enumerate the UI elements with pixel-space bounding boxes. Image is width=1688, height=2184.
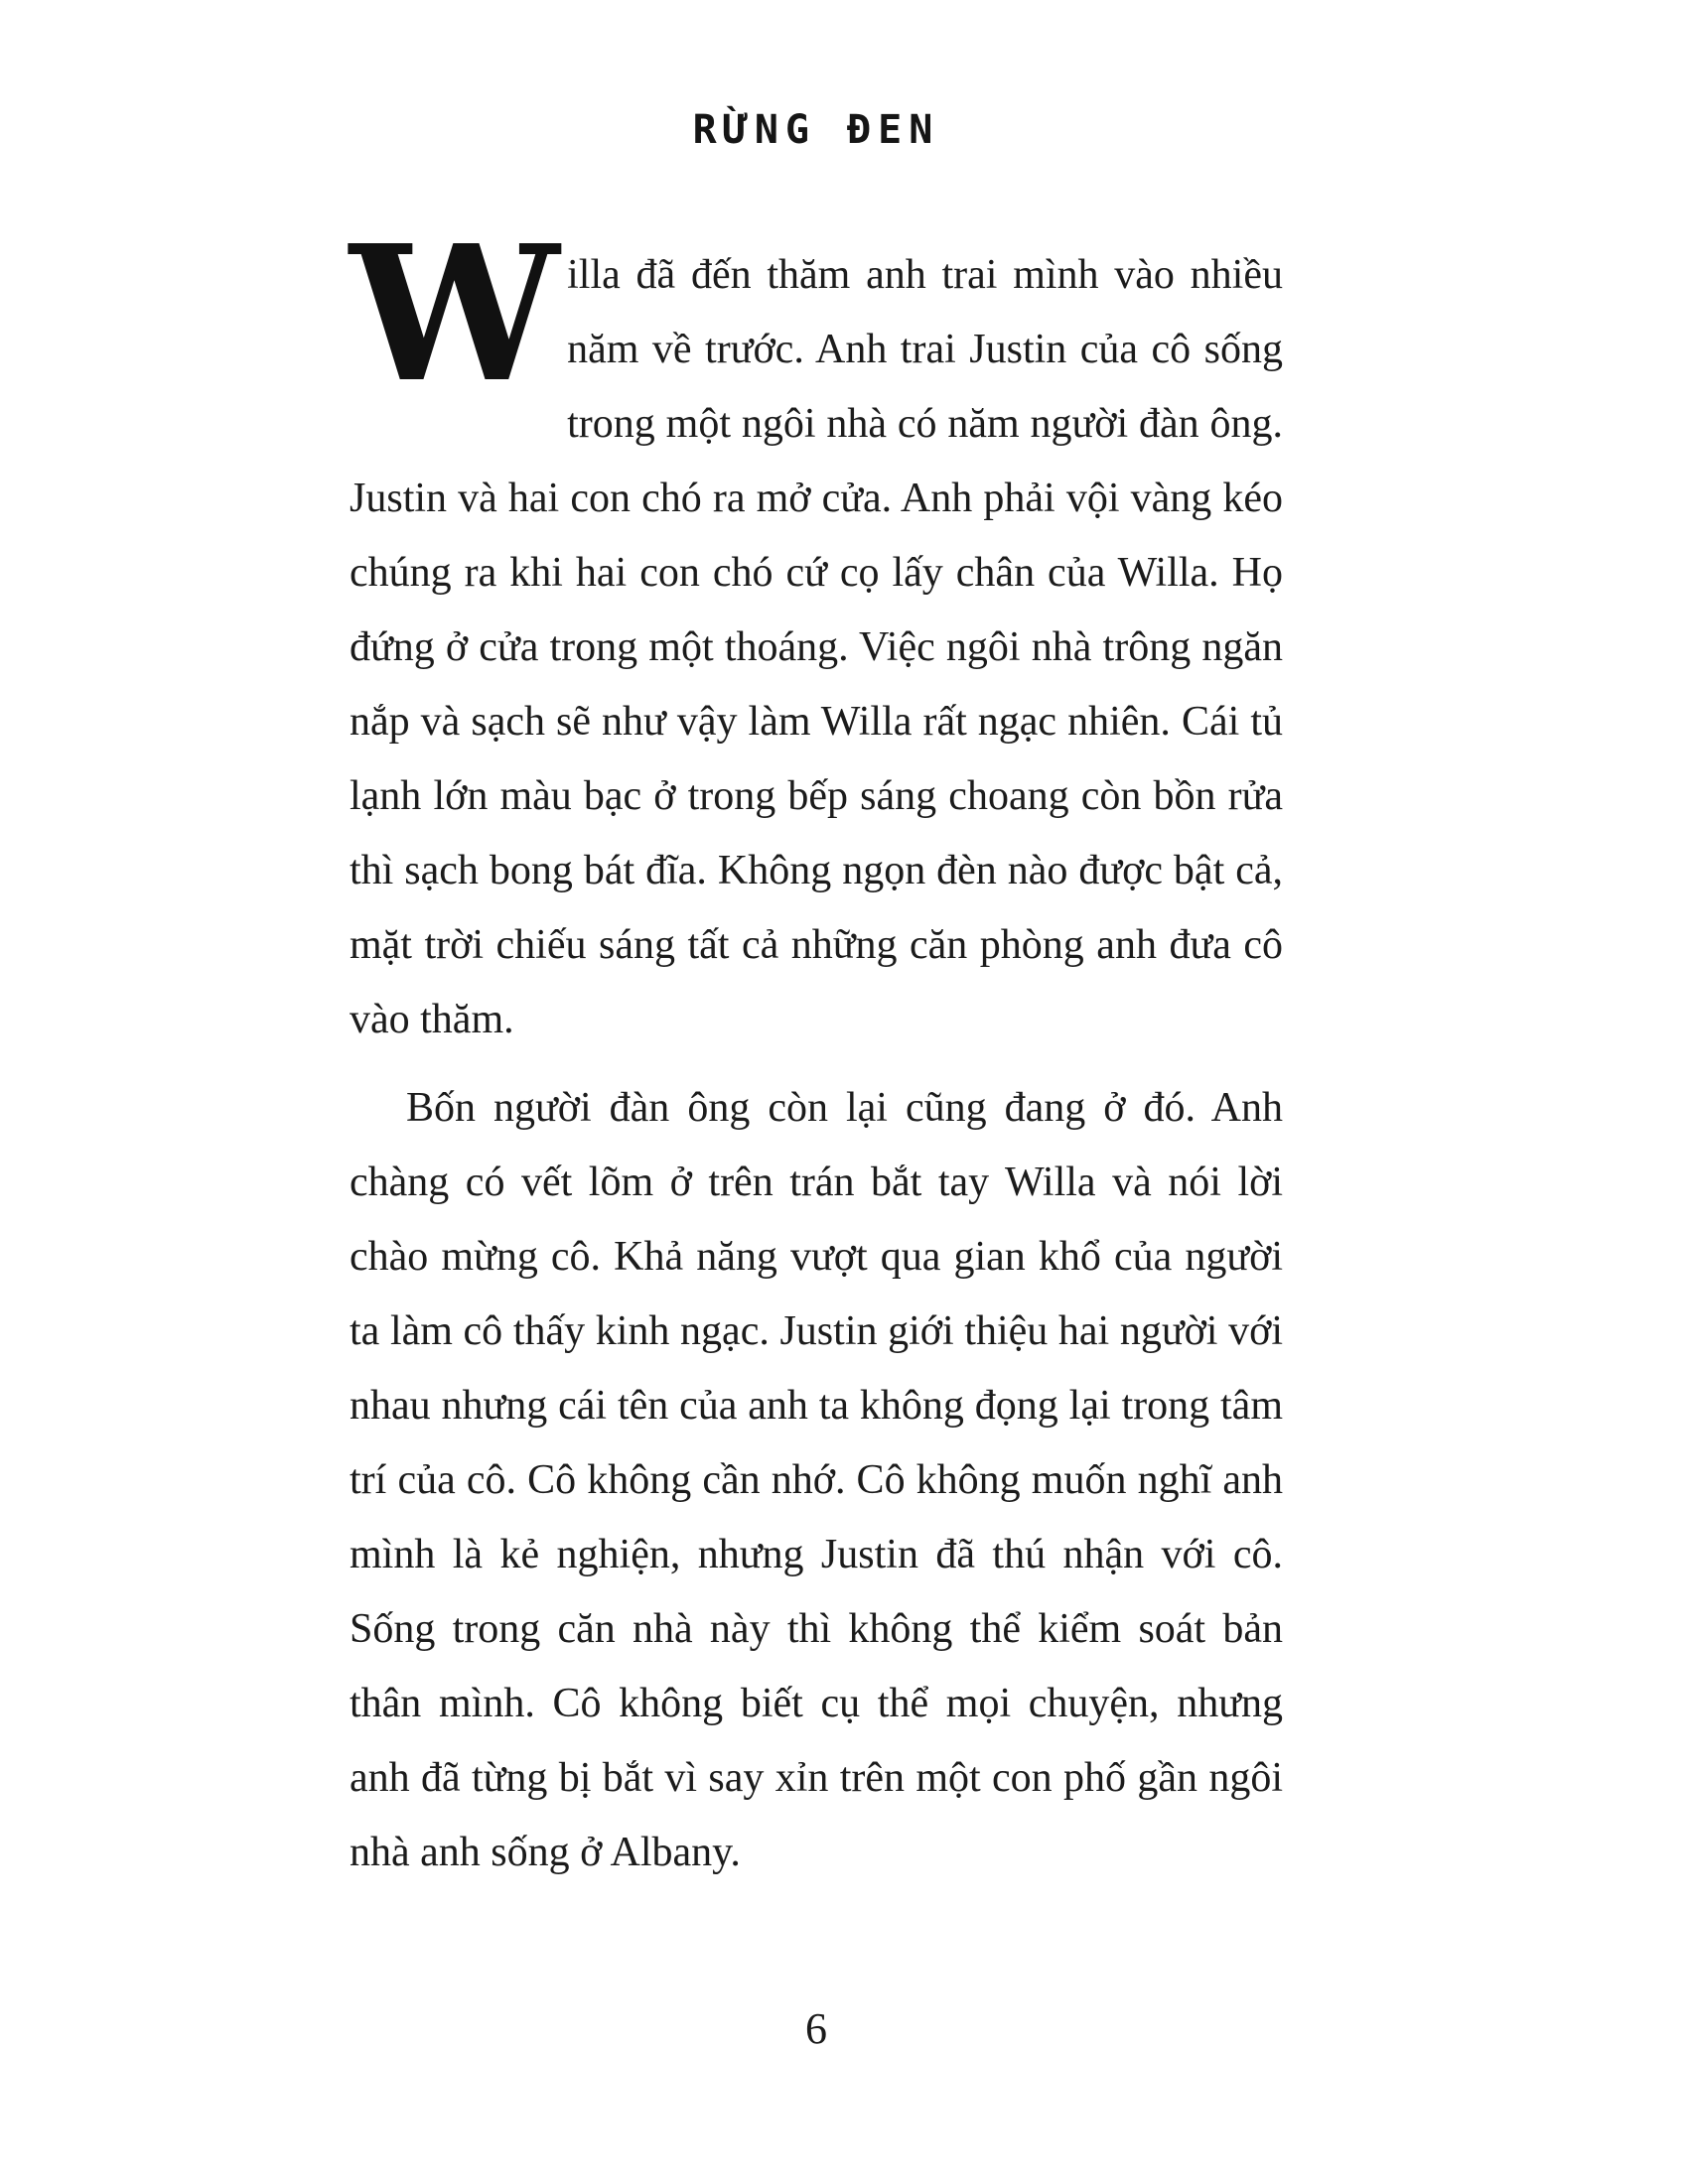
- paragraph-1-text: illa đã đến thăm anh trai mình vào nhiều năm về trước. Anh trai Justin của cô sống trong một ngôi nhà có năm người đàn ông. Justin và hai con chó ra mở cửa. Anh phải vội vàng kéo chúng ra khi hai con chó cứ cọ lấy chân của Willa. Họ đứng ở cửa trong một thoáng. Việc ngôi nhà trông ngăn nắp và sạch sẽ như vậy làm Willa rất ngạc nhiên. Cái tủ lạnh lớn màu bạc ở trong bếp sáng choang còn bồn rửa thì sạch bong bát đĩa. Không ngọn đèn nào được bật cả, mặt trời chiếu sáng tất cả những căn phòng anh đưa cô vào thăm.: [350, 252, 1283, 1042]
- drop-cap: W: [350, 205, 560, 424]
- text-block: [350, 205, 1283, 1890]
- page-number: 6: [805, 2004, 827, 2053]
- paragraph-2: Bốn người đàn ông còn lại cũng đang ở đó. Anh chàng có vết lõm ở trên trán bắt tay Willa và nói lời chào mừng cô. Khả năng vượt qua gian khổ của người ta làm cô thấy kinh ngạc. Justin giới thiệu hai người với nhau nhưng cái tên của anh ta không đọng lại trong tâm trí của cô. Cô không cần nhớ. Cô không muốn nghĩ anh mình là kẻ nghiện, nhưng Justin đã thú nhận với cô. Sống trong căn nhà này thì không thể kiểm soát bản thân mình. Cô không biết cụ thể mọi chuyện, nhưng anh đã từng bị bắt vì say xỉn trên một con phố gần ngôi nhà anh sống ở Albany.: [350, 1085, 1283, 1875]
- running-header: RỪNG ĐEN: [692, 107, 940, 153]
- paragraph-1: [350, 205, 1283, 1057]
